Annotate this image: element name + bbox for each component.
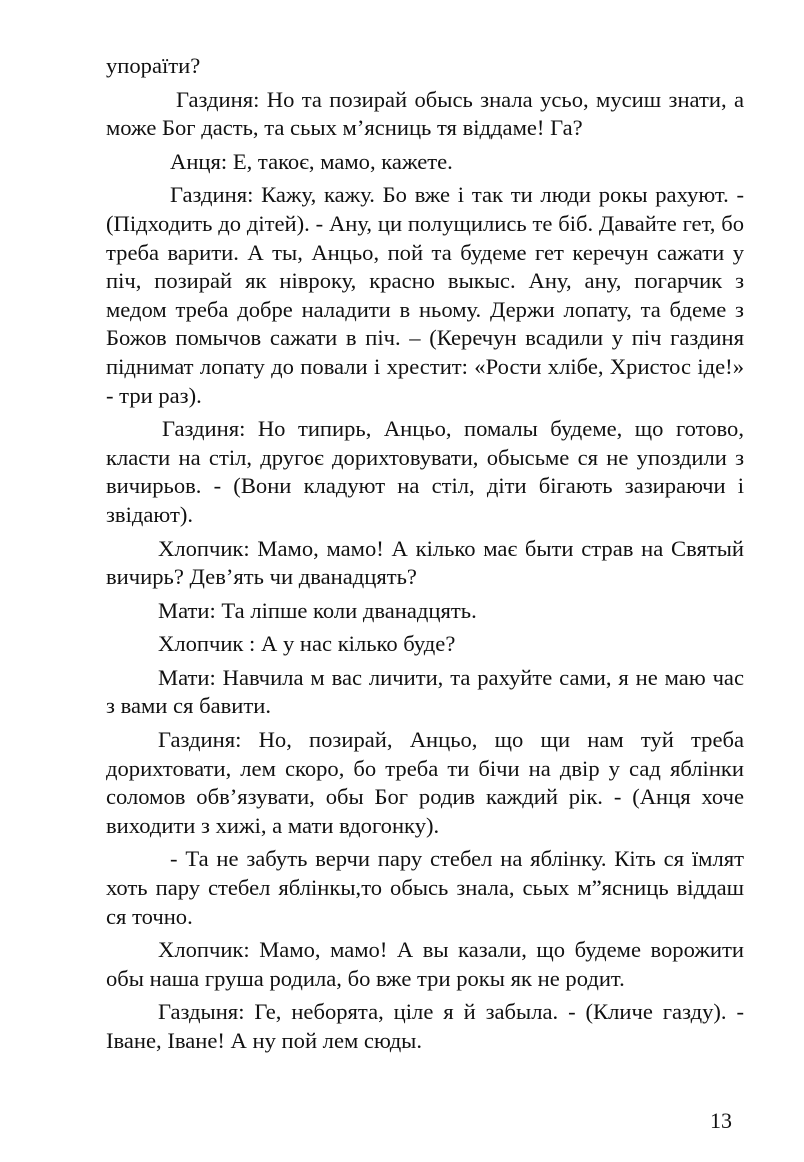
paragraph-6: Хлопчик: Мамо, мамо! А кілько має быти страв на Святый вичирь? Дев’ять чи дванадцять?: [106, 535, 744, 590]
paragraph-8: Хлопчик : А у нас кілько буде?: [158, 631, 456, 657]
paragraph-13: Газдыня: Ге, неборята, ціле я й забыла. - (Кличе газду). - Іване, Іване! А ну пой лем сюды.: [106, 999, 744, 1053]
paragraph-3: Анця: Е, такоє, мамо, кажете.: [170, 148, 453, 174]
paragraph-5: Газдиня: Но типирь, Анцьо, помалы будеме, що готово, класти на стіл, другоє дорихтовувати, обысьме ся не упоздили з вичирьов. - (Вони кладуют на стіл, діти бігають зазираючи і звідают).: [106, 416, 744, 527]
paragraph-1: упораїти?: [106, 53, 201, 78]
paragraph-2: Газдиня: Но та позирай обысь знала усьо, мусиш знати, а може Бог дасть, та сьых м’ясниць тя віддаме! Га?: [106, 86, 744, 141]
paragraph-12: Хлопчик: Мамо, мамо! А вы казали, що будеме ворожити обы наша груша родила, бо вже три рокы як не родит.: [106, 937, 744, 991]
paragraph-7: Мати: Та ліпше коли дванадцять.: [158, 597, 477, 623]
page-number: 13: [710, 1108, 732, 1133]
paragraph-9: Мати: Навчила м вас личити, та рахуйте сами, я не маю час з вами ся бавити.: [106, 664, 744, 719]
paragraph-4: Газдиня: Кажу, кажу. Бо вже і так ти люди рокы рахуют. - (Підходить до дітей). - Ану, ци полущились те біб. Давайте гет, бо треба варити. А ты, Анцьо, пой та будеме гет керечун сажати у піч, позирай як нівроку, красно выкыс. Ану, ану, погарчик з медом треба добре наладити в ньому. Держи лопату, та бдеме з Божов помычов сажати в піч. – (Керечун всадили у піч газдиня піднимат лопату до повали і хрестит: «Рости хлібе, Христос іде!» - три раз).: [106, 182, 744, 408]
paragraph-11: - Та не забуть верчи пару стебел на яблінку. Кіть ся їмлят хоть пару стебел яблінкы,то обысь знала, сьых м”ясниць віддаш ся точно.: [106, 846, 744, 929]
paragraph-10: Газдиня: Но, позирай, Анцьо, що щи нам туй треба дорихтовати, лем скоро, бо треба ти бічи на двір у сад яблінки соломов обв’язувати, обы Бог родив каждий рік. - (Анця хоче виходити з хижі, а мати вдогонку).: [106, 727, 744, 838]
